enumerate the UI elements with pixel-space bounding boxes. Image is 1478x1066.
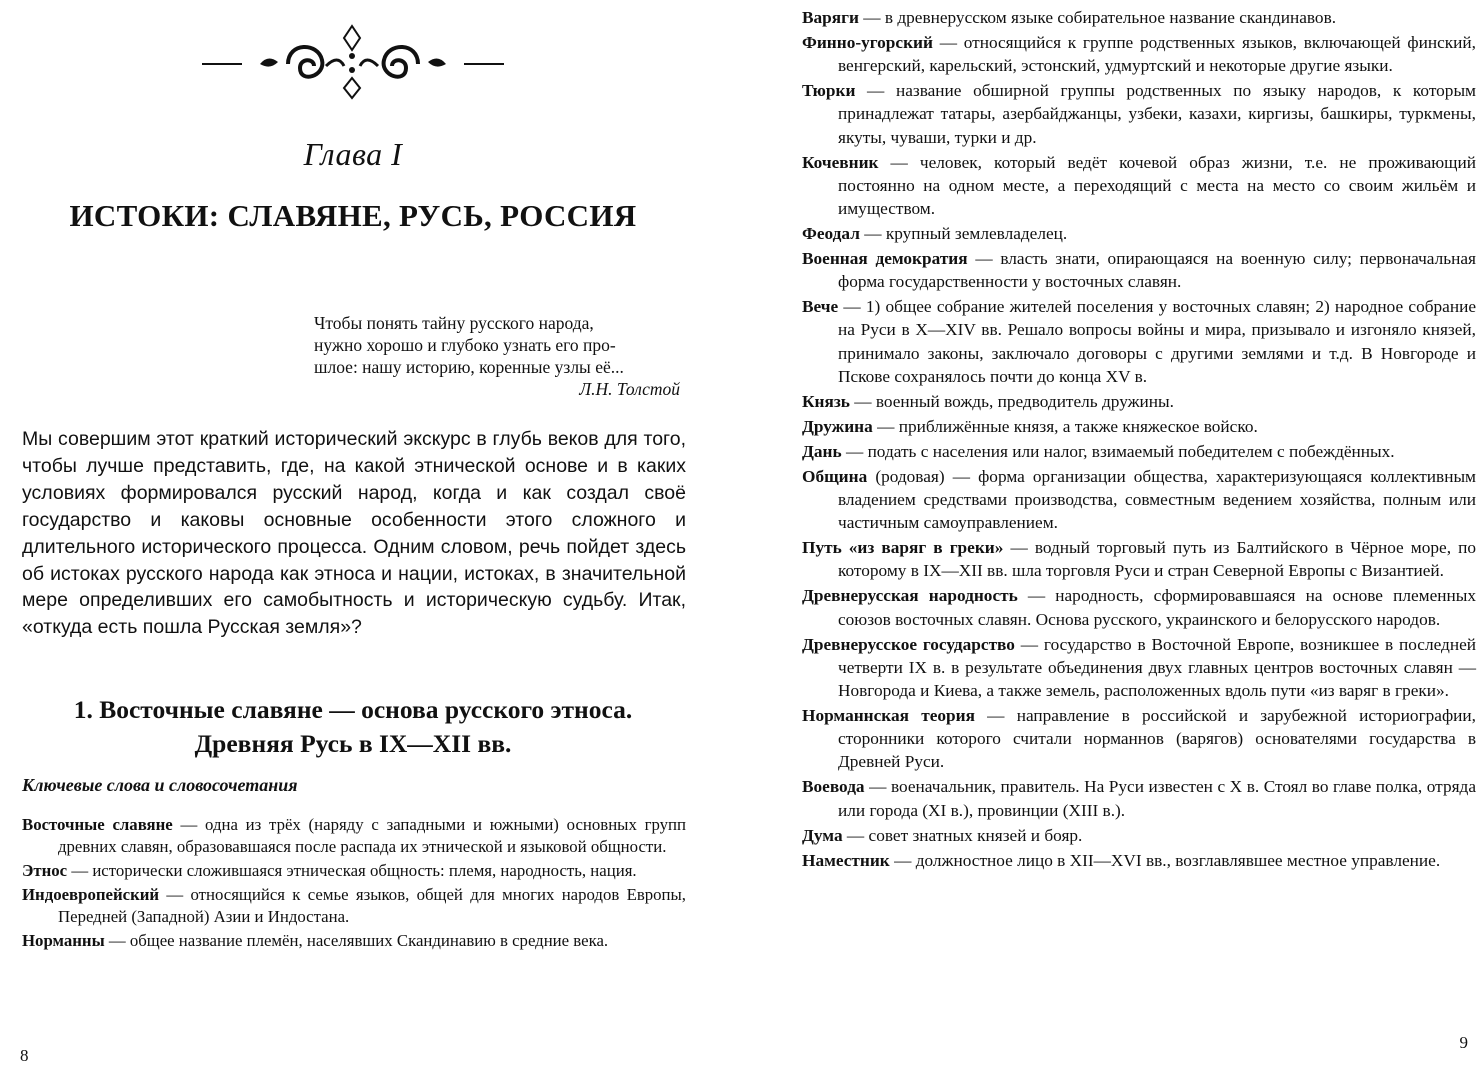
glossary-definition: — водный торговый путь из Балтийского в Чёрное море, по которому в IX—XII вв. шла торговля Руси и стран Северной Европы с Византией. <box>838 538 1476 581</box>
glossary-entry <box>802 440 1476 463</box>
glossary-definition: — направление в российской и зарубежной историографии, сторонники которого считали норманнов (варягов) основателями государства в Древней Руси. <box>838 706 1476 772</box>
glossary-term: Кочевник <box>802 152 879 172</box>
glossary-entry <box>802 222 1476 245</box>
glossary-definition: — 1) общее собрание жителей поселения у восточных славян; 2) народное собрание на Руси в X—XIV вв. Решало вопросы войны и мира, призывало и изгоняло князей, принимало законы, заключало договоры с другими землями и т.д. В Новгороде и Пскове сохранялось почти до конца XV в. <box>838 297 1476 386</box>
epigraph-line: шлое: нашу историю, коренные узлы её... <box>314 357 624 377</box>
page-number: 8 <box>20 1046 29 1065</box>
glossary-definition: — приближённые князя, а также княжеское войско. <box>872 416 1258 436</box>
glossary-term: Варяги <box>802 8 859 27</box>
glossary-definition: — должностное лицо в XII—XVI вв., возглавлявшее местное управление. <box>889 850 1441 870</box>
glossary-entry <box>802 390 1476 413</box>
glossary-definition: (родовая) — форма организации общества, характеризующаяся коллективным владением средствами производства, совместным ведением хозяйства, полным или частичным самоуправлением. <box>838 466 1476 533</box>
glossary-entry <box>802 6 1476 29</box>
glossary-entry <box>802 79 1476 149</box>
glossary-entry <box>802 415 1476 438</box>
glossary-term: Община <box>802 466 868 486</box>
glossary-term: Наместник <box>802 850 890 870</box>
glossary-term: Военная демократия <box>802 249 968 269</box>
right-page <box>740 0 1478 1063</box>
glossary-term: Дружина <box>802 416 873 436</box>
glossary-entry <box>802 465 1476 535</box>
epigraph-line: нужно хорошо и глубоко узнать его про- <box>314 335 616 355</box>
chapter-label: Глава I <box>303 136 403 172</box>
glossary-term: Вече <box>802 297 839 317</box>
glossary-term: Норманны <box>22 930 105 950</box>
glossary-entry <box>802 247 1476 293</box>
glossary-entry <box>22 884 686 928</box>
left-page <box>0 0 740 1063</box>
glossary-term: Путь «из варяг в греки» <box>802 538 1004 558</box>
glossary-term: Феодал <box>802 224 860 244</box>
glossary-term: Восточные славяне <box>22 815 173 834</box>
glossary-term: Древнерусская народность <box>802 586 1018 606</box>
glossary-term: Индоевропейский <box>22 884 160 904</box>
glossary-list <box>802 6 1476 874</box>
glossary-entry <box>802 31 1476 77</box>
glossary-term: Князь <box>802 391 850 411</box>
glossary-definition: — крупный землевладелец. <box>859 224 1068 244</box>
glossary-term: Этнос <box>22 861 68 880</box>
glossary-term: Норманнская теория <box>802 706 975 726</box>
glossary-definition: — народность, сформировавшаяся на основе племенных союзов восточных славян. Основа русского, украинского и белорусского народов. <box>838 586 1476 629</box>
glossary-definition: — относящийся к группе родственных языков, включающей финский, венгерский, карельский, эстонский, удмуртский и некоторые другие языки. <box>838 33 1476 76</box>
glossary-entry <box>802 584 1476 630</box>
glossary-definition: — общее название племён, населявших Скандинавию в средние века. <box>104 930 609 950</box>
glossary-definition: — одна из трёх (наряду с западными и южными) основных групп древних славян, образовавшаяся после распада их этнической и языковой общности. <box>58 815 686 857</box>
intro-paragraph: Мы совершим этот краткий исторический экскурс в глубь веков для того, чтобы лучше представить, где, на какой этнической основе и в каких условиях формировался русский народ, когда и как создал своё государство и каковы основные особенности этого сложного и длительного исторического процесса. Одним словом, речь пойдет здесь об истоках русского народа как этноса и нации, истоках, в значительной мере определивших его самобытность и историческую судьбу. Итак, «откуда есть пошла Русская земля»? <box>22 428 686 639</box>
glossary-definition: — исторически сложившаяся этническая общность: племя, народность, нация. <box>67 861 637 880</box>
glossary-entry <box>802 824 1476 847</box>
glossary-definition: — государство в Восточной Европе, возникшее в последней четверти IX в. в результате объединения двух главных центров восточных славян — Новгорода и Киева, а также земель, расположенных вдоль пути «из варяг в греки». <box>838 634 1476 701</box>
glossary-definition: — относящийся к семье языков, общей для многих народов Европы, Передней (Западной) Азии и Индостана. <box>58 884 686 926</box>
glossary-definition: — военачальник, правитель. На Руси известен с X в. Стоял во главе полка, отряда или города (XI в.), провинции (XIII в.). <box>838 777 1476 820</box>
chapter-title: ИСТОКИ: СЛАВЯНЕ, РУСЬ, РОССИЯ <box>69 198 637 233</box>
glossary-term: Тюрки <box>802 81 856 101</box>
glossary-entry <box>802 633 1476 703</box>
keywords-heading: Ключевые слова и словосочетания <box>22 775 298 795</box>
glossary-entry <box>22 860 686 882</box>
decorative-flourish-icon <box>200 22 506 100</box>
glossary-entry <box>802 151 1476 221</box>
glossary-definition: — название обширной группы родственных по языку народов, к которым принадлежат татары, азербайджанцы, узбеки, казахи, киргизы, башкиры, туркмены, якуты, чуваши, турки и др. <box>838 81 1476 147</box>
glossary-term: Дума <box>802 825 843 845</box>
epigraph-author: Л.Н. Толстой <box>579 379 680 399</box>
glossary-entry <box>22 814 686 858</box>
glossary-term: Древнерусское государство <box>802 634 1015 654</box>
epigraph <box>314 312 686 400</box>
glossary-definition: — в древнерусском языке собирательное название скандинавов. <box>858 8 1337 27</box>
glossary-entry <box>22 930 686 952</box>
page-number: 9 <box>1459 1033 1468 1052</box>
glossary-list <box>22 814 686 954</box>
glossary-definition: — военный вождь, предводитель дружины. <box>849 391 1174 411</box>
glossary-definition: — человек, который ведёт кочевой образ жизни, т.е. не проживающий постоянно на одном месте, а переходящий с места на место со своим жильём и имуществом. <box>838 152 1476 219</box>
glossary-term: Дань <box>802 441 842 461</box>
glossary-definition: — подать с населения или налог, взимаемый победителем с побеждённых. <box>841 441 1395 461</box>
section-title-line: Древняя Русь в IX—XII вв. <box>194 729 512 758</box>
glossary-term: Финно-угорский <box>802 33 933 52</box>
glossary-term: Воевода <box>802 777 865 797</box>
epigraph-line: Чтобы понять тайну русского народа, <box>314 313 594 333</box>
glossary-entry <box>802 536 1476 582</box>
glossary-entry <box>802 775 1476 821</box>
glossary-definition: — совет знатных князей и бояр. <box>842 825 1083 845</box>
glossary-entry <box>802 849 1476 872</box>
section-title-line: 1. Восточные славяне — основа русского этноса. <box>73 695 633 724</box>
section-title <box>0 693 706 761</box>
glossary-definition: — власть знати, опирающаяся на военную силу; первоначальная форма государственности у восточных славян. <box>838 249 1476 292</box>
glossary-entry <box>802 295 1476 388</box>
glossary-entry <box>802 704 1476 774</box>
